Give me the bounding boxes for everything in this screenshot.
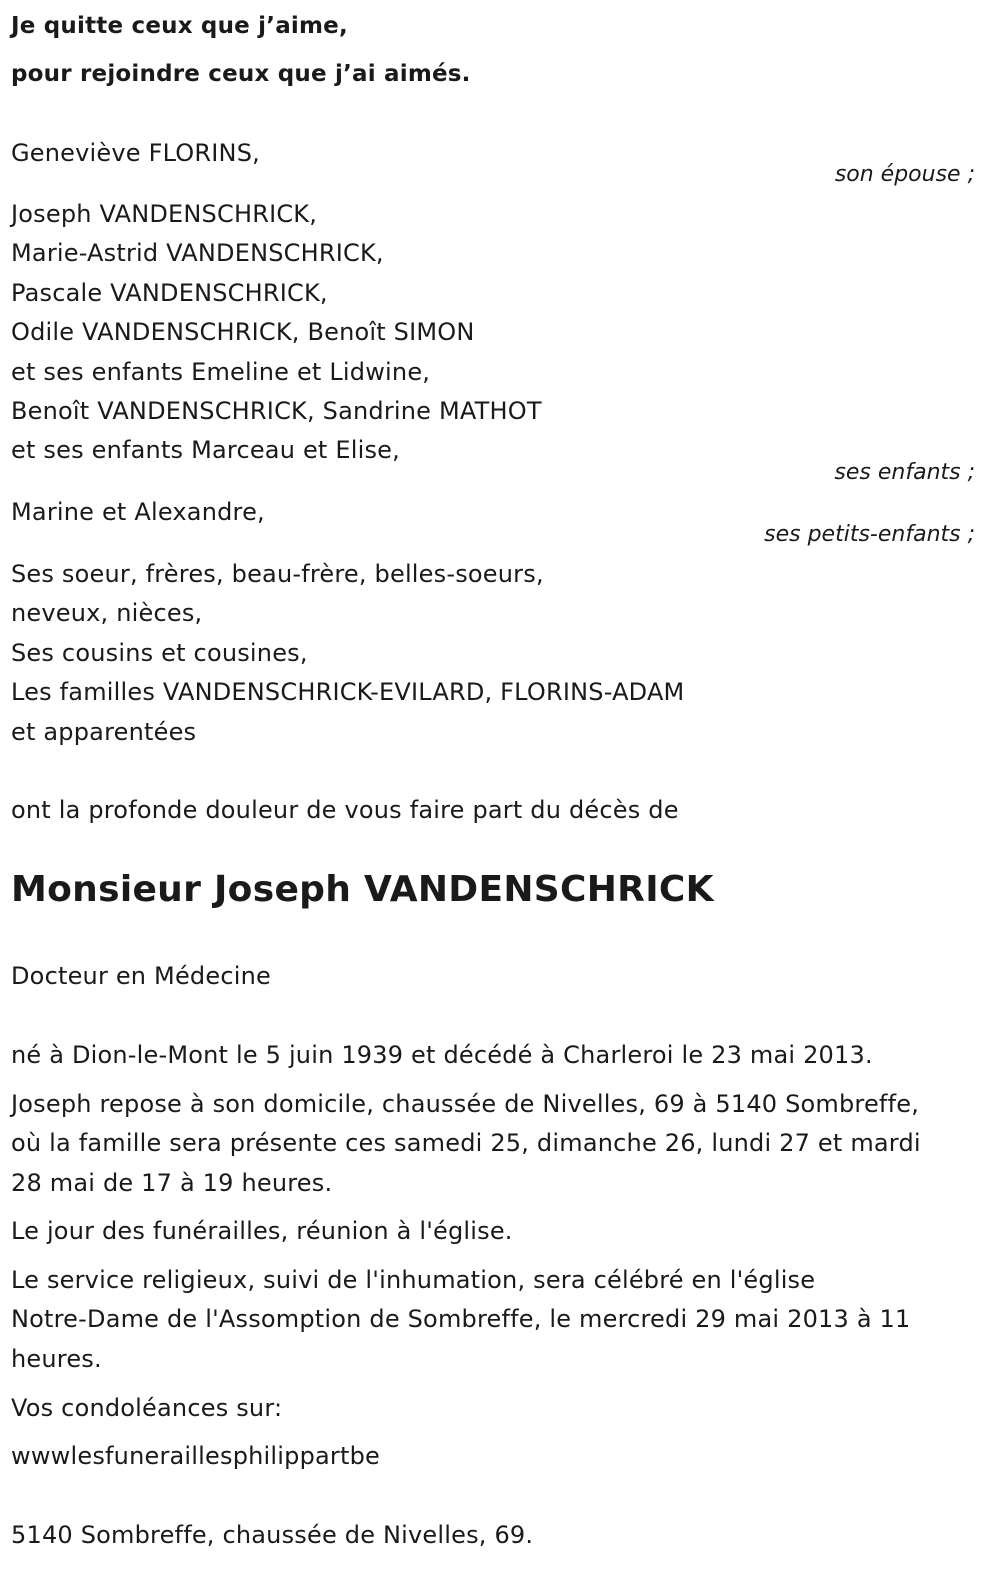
repose-line: 28 mai de 17 à 19 heures. <box>11 1169 333 1197</box>
relatives-line: et apparentées <box>11 718 197 746</box>
child-line: Joseph VANDENSCHRICK, <box>11 200 318 228</box>
child-line: Pascale VANDENSCHRICK, <box>11 279 328 307</box>
child-line: Benoît VANDENSCHRICK, Sandrine MATHOT <box>11 397 542 425</box>
funeral-meeting: Le jour des funérailles, réunion à l'église. <box>11 1217 513 1245</box>
service-line: Le service religieux, suivi de l'inhumation, sera célébré en l'église <box>11 1266 816 1294</box>
address: 5140 Sombreffe, chaussée de Nivelles, 69. <box>11 1521 534 1549</box>
relatives-line: Ses cousins et cousines, <box>11 639 308 667</box>
deceased-name: Monsieur Joseph VANDENSCHRICK <box>11 869 714 910</box>
epigraph-line: Je quitte ceux que j’aime, <box>11 13 348 39</box>
epigraph-line: pour rejoindre ceux que j’ai aimés. <box>11 61 471 87</box>
relatives-line: neveux, nièces, <box>11 599 203 627</box>
service-line: Notre-Dame de l'Assomption de Sombreffe, le mercredi 29 mai 2013 à 11 <box>11 1305 911 1333</box>
grandchildren-role: ses petits-enfants ; <box>764 522 975 547</box>
spouse-name: Geneviève FLORINS, <box>11 139 260 167</box>
grandchildren-names: Marine et Alexandre, <box>11 498 265 526</box>
children-role: ses enfants ; <box>834 460 975 485</box>
condolences-label: Vos condoléances sur: <box>11 1394 283 1422</box>
child-line: et ses enfants Marceau et Elise, <box>11 436 400 464</box>
relatives-line: Les familles VANDENSCHRICK-EVILARD, FLORINS-ADAM <box>11 678 685 706</box>
service-line: heures. <box>11 1345 102 1373</box>
child-line: Marie-Astrid VANDENSCHRICK, <box>11 239 384 267</box>
repose-line: Joseph repose à son domicile, chaussée de Nivelles, 69 à 5140 Sombreffe, <box>11 1090 920 1118</box>
birth-death: né à Dion-le-Mont le 5 juin 1939 et décédé à Charleroi le 23 mai 2013. <box>11 1041 873 1069</box>
child-line: et ses enfants Emeline et Lidwine, <box>11 358 431 386</box>
announcement: ont la profonde douleur de vous faire part du décès de <box>11 796 679 824</box>
repose-line: où la famille sera présente ces samedi 25, dimanche 26, lundi 27 et mardi <box>11 1129 921 1157</box>
deceased-title: Docteur en Médecine <box>11 962 271 990</box>
spouse-role: son épouse ; <box>834 162 975 187</box>
condolences-url: wwwlesfuneraillesphilippartbe <box>11 1442 381 1470</box>
relatives-line: Ses soeur, frères, beau-frère, belles-soeurs, <box>11 560 544 588</box>
child-line: Odile VANDENSCHRICK, Benoît SIMON <box>11 318 475 346</box>
